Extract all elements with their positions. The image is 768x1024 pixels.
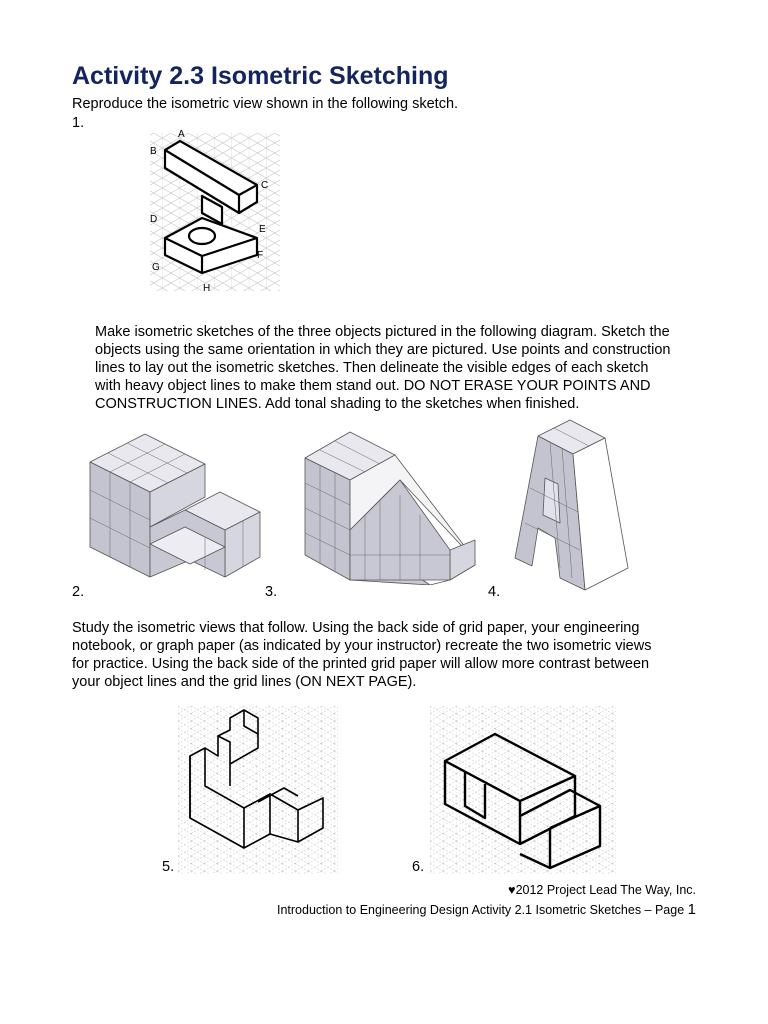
cube-figure-2 bbox=[85, 432, 265, 582]
point-label-g: G bbox=[152, 262, 160, 273]
footer-course-line bbox=[277, 901, 696, 918]
figure-3-number: 3. bbox=[265, 584, 278, 600]
study-line: Study the isometric views that follow. Using the back side of grid paper, your engineering bbox=[72, 620, 640, 636]
cube-figure-3 bbox=[300, 420, 490, 585]
point-label-c: C bbox=[261, 180, 269, 191]
point-label-f: F bbox=[257, 250, 264, 261]
page-number: 1 bbox=[687, 901, 696, 918]
grid-sketch-5 bbox=[178, 706, 338, 874]
footer-course: Introduction to Engineering Design Activity 2.1 Isometric Sketches – Page bbox=[277, 903, 685, 917]
figure-4-number: 4. bbox=[488, 584, 501, 600]
study-line: notebook, or graph paper (as indicated by your instructor) recreate the two isometric views bbox=[72, 638, 652, 654]
instructions-line: CONSTRUCTION LINES. Add tonal shading to the sketches when finished. bbox=[95, 396, 580, 412]
point-label-d: D bbox=[150, 214, 158, 225]
instructions-line: objects using the same orientation in which they are pictured. Use points and construction bbox=[95, 342, 671, 358]
study-line: your object lines and the grid lines (ON NEXT PAGE). bbox=[72, 674, 417, 690]
study-paragraph bbox=[72, 619, 682, 691]
grid-sketch-6 bbox=[430, 706, 616, 874]
instructions-line: Make isometric sketches of the three objects pictured in the following diagram. Sketch the bbox=[95, 324, 670, 340]
study-line: for practice. Using the back side of the printed grid paper will allow more contrast between bbox=[72, 656, 650, 672]
instructions-line: lines to lay out the isometric sketches. Then delineate the visible edges of each sketch bbox=[95, 360, 649, 376]
instructions-paragraph bbox=[95, 323, 705, 413]
page-title: Activity 2.3 Isometric Sketching bbox=[72, 62, 449, 90]
cube-figure-4 bbox=[510, 418, 635, 593]
item-1-number: 1. bbox=[72, 115, 85, 131]
point-label-a: A bbox=[178, 129, 185, 140]
point-label-b: B bbox=[150, 146, 157, 157]
isometric-sketch-1 bbox=[145, 128, 285, 296]
figure-6-number: 6. bbox=[412, 859, 425, 875]
point-label-e: E bbox=[259, 224, 266, 235]
footer-copyright: ♥2012 Project Lead The Way, Inc. bbox=[508, 883, 696, 897]
intro-text: Reproduce the isometric view shown in the following sketch. bbox=[72, 96, 459, 112]
point-label-h: H bbox=[203, 283, 211, 294]
figure-5-number: 5. bbox=[162, 859, 175, 875]
instructions-line: with heavy object lines to make them stand out. DO NOT ERASE YOUR POINTS AND bbox=[95, 378, 651, 394]
figure-2-number: 2. bbox=[72, 584, 85, 600]
